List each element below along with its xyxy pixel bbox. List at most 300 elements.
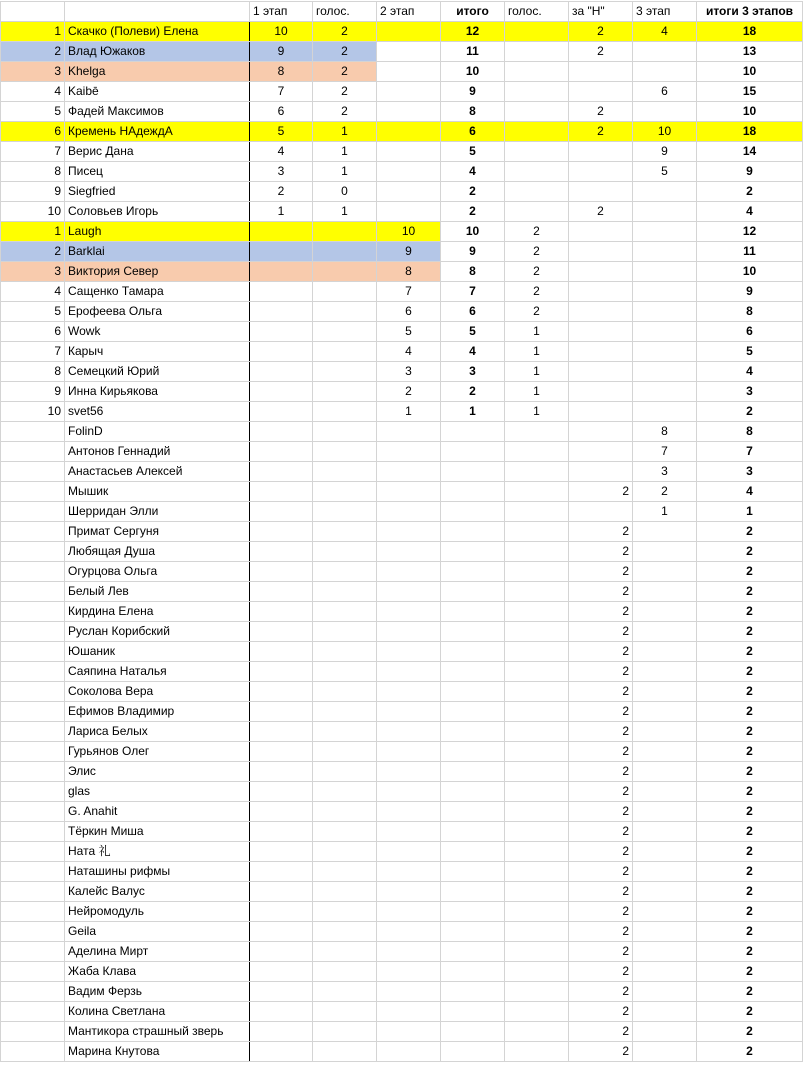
stage2-cell[interactable]: 10 — [377, 222, 441, 242]
name-cell[interactable]: Соловьев Игорь — [65, 202, 250, 222]
votes1-cell[interactable] — [313, 582, 377, 602]
total-cell[interactable]: 9 — [441, 82, 505, 102]
stage2-cell[interactable] — [377, 202, 441, 222]
stage3-cell[interactable] — [633, 702, 697, 722]
votes1-cell[interactable] — [313, 262, 377, 282]
stage2-cell[interactable] — [377, 902, 441, 922]
stage3-cell[interactable] — [633, 242, 697, 262]
final-cell[interactable]: 8 — [697, 302, 803, 322]
total-cell[interactable] — [441, 762, 505, 782]
votes2-cell[interactable] — [505, 22, 569, 42]
stage1-cell[interactable] — [250, 582, 313, 602]
for-n-cell[interactable]: 2 — [569, 1002, 633, 1022]
total-cell[interactable] — [441, 982, 505, 1002]
for-n-cell[interactable]: 2 — [569, 842, 633, 862]
final-cell[interactable]: 8 — [697, 422, 803, 442]
stage3-cell[interactable] — [633, 802, 697, 822]
name-cell[interactable]: Khelga — [65, 62, 250, 82]
stage2-cell[interactable]: 4 — [377, 342, 441, 362]
stage2-cell[interactable] — [377, 502, 441, 522]
for-n-cell[interactable]: 2 — [569, 762, 633, 782]
rank-cell[interactable] — [1, 582, 65, 602]
votes1-cell[interactable] — [313, 222, 377, 242]
stage1-cell[interactable] — [250, 602, 313, 622]
name-cell[interactable]: Примат Сергуня — [65, 522, 250, 542]
final-cell[interactable]: 3 — [697, 382, 803, 402]
total-cell[interactable] — [441, 622, 505, 642]
total-cell[interactable]: 8 — [441, 102, 505, 122]
votes1-cell[interactable] — [313, 842, 377, 862]
name-cell[interactable]: Наташины рифмы — [65, 862, 250, 882]
for-n-cell[interactable]: 2 — [569, 962, 633, 982]
stage3-cell[interactable] — [633, 622, 697, 642]
votes1-cell[interactable] — [313, 1042, 377, 1062]
stage3-cell[interactable]: 1 — [633, 502, 697, 522]
final-cell[interactable]: 2 — [697, 722, 803, 742]
votes2-cell[interactable] — [505, 962, 569, 982]
votes2-cell[interactable] — [505, 522, 569, 542]
name-cell[interactable]: Антонов Геннадий — [65, 442, 250, 462]
stage1-cell[interactable] — [250, 762, 313, 782]
votes2-cell[interactable] — [505, 922, 569, 942]
stage2-cell[interactable] — [377, 42, 441, 62]
total-cell[interactable] — [441, 702, 505, 722]
votes2-cell[interactable] — [505, 502, 569, 522]
for-n-cell[interactable]: 2 — [569, 662, 633, 682]
stage2-cell[interactable] — [377, 682, 441, 702]
votes1-cell[interactable]: 1 — [313, 162, 377, 182]
for-n-cell[interactable]: 2 — [569, 642, 633, 662]
votes1-cell[interactable] — [313, 982, 377, 1002]
total-cell[interactable] — [441, 642, 505, 662]
stage2-cell[interactable] — [377, 642, 441, 662]
stage2-cell[interactable] — [377, 982, 441, 1002]
header-stage1[interactable]: 1 этап — [250, 2, 313, 22]
header-votes2[interactable]: голос. — [505, 2, 569, 22]
for-n-cell[interactable]: 2 — [569, 782, 633, 802]
stage3-cell[interactable] — [633, 402, 697, 422]
total-cell[interactable] — [441, 522, 505, 542]
stage3-cell[interactable] — [633, 302, 697, 322]
stage1-cell[interactable] — [250, 442, 313, 462]
votes2-cell[interactable] — [505, 1002, 569, 1022]
stage1-cell[interactable] — [250, 1042, 313, 1062]
votes2-cell[interactable] — [505, 102, 569, 122]
name-cell[interactable]: Марина Кнутова — [65, 1042, 250, 1062]
stage1-cell[interactable] — [250, 742, 313, 762]
stage1-cell[interactable] — [250, 782, 313, 802]
final-cell[interactable]: 18 — [697, 22, 803, 42]
votes2-cell[interactable] — [505, 1022, 569, 1042]
name-cell[interactable]: Гурьянов Олег — [65, 742, 250, 762]
stage2-cell[interactable]: 3 — [377, 362, 441, 382]
header-rank[interactable] — [1, 2, 65, 22]
name-cell[interactable]: G. Anahit — [65, 802, 250, 822]
stage2-cell[interactable] — [377, 62, 441, 82]
final-cell[interactable]: 9 — [697, 162, 803, 182]
rank-cell[interactable] — [1, 682, 65, 702]
name-cell[interactable]: Калейс Валус — [65, 882, 250, 902]
stage1-cell[interactable] — [250, 902, 313, 922]
votes2-cell[interactable]: 1 — [505, 342, 569, 362]
stage1-cell[interactable] — [250, 702, 313, 722]
votes2-cell[interactable] — [505, 642, 569, 662]
for-n-cell[interactable] — [569, 162, 633, 182]
header-stage3[interactable]: 3 этап — [633, 2, 697, 22]
stage1-cell[interactable] — [250, 962, 313, 982]
total-cell[interactable]: 6 — [441, 122, 505, 142]
final-cell[interactable]: 2 — [697, 682, 803, 702]
final-cell[interactable]: 4 — [697, 202, 803, 222]
rank-cell[interactable]: 4 — [1, 282, 65, 302]
votes2-cell[interactable]: 2 — [505, 242, 569, 262]
total-cell[interactable] — [441, 462, 505, 482]
votes2-cell[interactable] — [505, 82, 569, 102]
stage2-cell[interactable] — [377, 582, 441, 602]
final-cell[interactable]: 10 — [697, 102, 803, 122]
stage1-cell[interactable] — [250, 222, 313, 242]
for-n-cell[interactable] — [569, 182, 633, 202]
final-cell[interactable]: 2 — [697, 902, 803, 922]
stage1-cell[interactable] — [250, 942, 313, 962]
final-cell[interactable]: 2 — [697, 1002, 803, 1022]
rank-cell[interactable] — [1, 742, 65, 762]
rank-cell[interactable] — [1, 662, 65, 682]
votes2-cell[interactable] — [505, 542, 569, 562]
for-n-cell[interactable]: 2 — [569, 882, 633, 902]
stage2-cell[interactable] — [377, 142, 441, 162]
stage3-cell[interactable] — [633, 202, 697, 222]
for-n-cell[interactable]: 2 — [569, 702, 633, 722]
rank-cell[interactable] — [1, 1002, 65, 1022]
rank-cell[interactable]: 3 — [1, 62, 65, 82]
stage2-cell[interactable] — [377, 162, 441, 182]
final-cell[interactable]: 10 — [697, 262, 803, 282]
stage2-cell[interactable]: 8 — [377, 262, 441, 282]
rank-cell[interactable]: 5 — [1, 102, 65, 122]
stage3-cell[interactable] — [633, 942, 697, 962]
stage1-cell[interactable] — [250, 822, 313, 842]
name-cell[interactable]: svet56 — [65, 402, 250, 422]
stage2-cell[interactable] — [377, 762, 441, 782]
final-cell[interactable]: 2 — [697, 782, 803, 802]
votes1-cell[interactable] — [313, 542, 377, 562]
total-cell[interactable] — [441, 902, 505, 922]
final-cell[interactable]: 2 — [697, 982, 803, 1002]
name-cell[interactable]: Siegfried — [65, 182, 250, 202]
votes2-cell[interactable] — [505, 862, 569, 882]
total-cell[interactable] — [441, 802, 505, 822]
final-cell[interactable]: 2 — [697, 622, 803, 642]
total-cell[interactable] — [441, 662, 505, 682]
votes2-cell[interactable]: 1 — [505, 322, 569, 342]
for-n-cell[interactable] — [569, 382, 633, 402]
stage2-cell[interactable] — [377, 702, 441, 722]
final-cell[interactable]: 11 — [697, 242, 803, 262]
total-cell[interactable]: 2 — [441, 202, 505, 222]
stage2-cell[interactable] — [377, 22, 441, 42]
votes1-cell[interactable] — [313, 502, 377, 522]
total-cell[interactable] — [441, 482, 505, 502]
for-n-cell[interactable]: 2 — [569, 602, 633, 622]
name-cell[interactable]: Geila — [65, 922, 250, 942]
for-n-cell[interactable] — [569, 222, 633, 242]
total-cell[interactable]: 8 — [441, 262, 505, 282]
stage1-cell[interactable] — [250, 522, 313, 542]
stage3-cell[interactable] — [633, 662, 697, 682]
name-cell[interactable]: glas — [65, 782, 250, 802]
stage3-cell[interactable]: 5 — [633, 162, 697, 182]
votes1-cell[interactable]: 2 — [313, 62, 377, 82]
final-cell[interactable]: 2 — [697, 182, 803, 202]
rank-cell[interactable] — [1, 822, 65, 842]
votes1-cell[interactable] — [313, 942, 377, 962]
stage3-cell[interactable] — [633, 182, 697, 202]
stage1-cell[interactable] — [250, 802, 313, 822]
votes1-cell[interactable] — [313, 1002, 377, 1022]
stage1-cell[interactable]: 9 — [250, 42, 313, 62]
name-cell[interactable]: Юшаник — [65, 642, 250, 662]
votes1-cell[interactable] — [313, 242, 377, 262]
final-cell[interactable]: 2 — [697, 742, 803, 762]
final-cell[interactable]: 15 — [697, 82, 803, 102]
rank-cell[interactable] — [1, 502, 65, 522]
for-n-cell[interactable]: 2 — [569, 722, 633, 742]
total-cell[interactable]: 10 — [441, 222, 505, 242]
rank-cell[interactable]: 1 — [1, 222, 65, 242]
stage2-cell[interactable] — [377, 822, 441, 842]
stage3-cell[interactable]: 7 — [633, 442, 697, 462]
stage1-cell[interactable] — [250, 422, 313, 442]
rank-cell[interactable]: 2 — [1, 42, 65, 62]
votes1-cell[interactable] — [313, 302, 377, 322]
final-cell[interactable]: 2 — [697, 842, 803, 862]
for-n-cell[interactable]: 2 — [569, 202, 633, 222]
stage1-cell[interactable] — [250, 662, 313, 682]
votes1-cell[interactable] — [313, 662, 377, 682]
for-n-cell[interactable] — [569, 82, 633, 102]
for-n-cell[interactable]: 2 — [569, 102, 633, 122]
votes2-cell[interactable] — [505, 622, 569, 642]
rank-cell[interactable] — [1, 842, 65, 862]
stage2-cell[interactable]: 1 — [377, 402, 441, 422]
total-cell[interactable]: 4 — [441, 162, 505, 182]
total-cell[interactable] — [441, 782, 505, 802]
stage3-cell[interactable] — [633, 262, 697, 282]
votes1-cell[interactable] — [313, 922, 377, 942]
name-cell[interactable]: Laugh — [65, 222, 250, 242]
stage3-cell[interactable] — [633, 602, 697, 622]
final-cell[interactable]: 13 — [697, 42, 803, 62]
votes1-cell[interactable] — [313, 402, 377, 422]
votes2-cell[interactable] — [505, 122, 569, 142]
final-cell[interactable]: 2 — [697, 402, 803, 422]
final-cell[interactable]: 2 — [697, 522, 803, 542]
votes2-cell[interactable] — [505, 62, 569, 82]
stage1-cell[interactable] — [250, 842, 313, 862]
votes2-cell[interactable]: 1 — [505, 362, 569, 382]
name-cell[interactable]: Семецкий Юрий — [65, 362, 250, 382]
name-cell[interactable]: Элис — [65, 762, 250, 782]
stage3-cell[interactable] — [633, 882, 697, 902]
votes1-cell[interactable] — [313, 342, 377, 362]
votes2-cell[interactable] — [505, 182, 569, 202]
stage3-cell[interactable] — [633, 722, 697, 742]
stage3-cell[interactable] — [633, 562, 697, 582]
stage3-cell[interactable]: 4 — [633, 22, 697, 42]
name-cell[interactable]: Жаба Клава — [65, 962, 250, 982]
total-cell[interactable] — [441, 722, 505, 742]
stage2-cell[interactable] — [377, 1042, 441, 1062]
stage1-cell[interactable]: 6 — [250, 102, 313, 122]
rank-cell[interactable]: 7 — [1, 342, 65, 362]
votes1-cell[interactable]: 1 — [313, 122, 377, 142]
for-n-cell[interactable]: 2 — [569, 942, 633, 962]
stage2-cell[interactable] — [377, 442, 441, 462]
stage1-cell[interactable] — [250, 622, 313, 642]
votes1-cell[interactable] — [313, 962, 377, 982]
votes2-cell[interactable] — [505, 562, 569, 582]
final-cell[interactable]: 2 — [697, 642, 803, 662]
votes2-cell[interactable] — [505, 982, 569, 1002]
rank-cell[interactable]: 7 — [1, 142, 65, 162]
for-n-cell[interactable]: 2 — [569, 562, 633, 582]
stage3-cell[interactable] — [633, 922, 697, 942]
for-n-cell[interactable] — [569, 422, 633, 442]
for-n-cell[interactable]: 2 — [569, 22, 633, 42]
stage3-cell[interactable] — [633, 1002, 697, 1022]
votes2-cell[interactable] — [505, 942, 569, 962]
stage3-cell[interactable] — [633, 642, 697, 662]
rank-cell[interactable] — [1, 542, 65, 562]
for-n-cell[interactable] — [569, 62, 633, 82]
total-cell[interactable]: 10 — [441, 62, 505, 82]
rank-cell[interactable] — [1, 782, 65, 802]
votes2-cell[interactable] — [505, 142, 569, 162]
name-cell[interactable]: Сащенко Тамара — [65, 282, 250, 302]
for-n-cell[interactable] — [569, 322, 633, 342]
stage2-cell[interactable] — [377, 922, 441, 942]
votes1-cell[interactable] — [313, 1022, 377, 1042]
name-cell[interactable]: Анастасьев Алексей — [65, 462, 250, 482]
rank-cell[interactable]: 2 — [1, 242, 65, 262]
votes1-cell[interactable] — [313, 722, 377, 742]
stage3-cell[interactable] — [633, 582, 697, 602]
votes2-cell[interactable] — [505, 202, 569, 222]
total-cell[interactable]: 4 — [441, 342, 505, 362]
votes1-cell[interactable] — [313, 422, 377, 442]
final-cell[interactable]: 2 — [697, 562, 803, 582]
final-cell[interactable]: 2 — [697, 762, 803, 782]
rank-cell[interactable]: 8 — [1, 362, 65, 382]
votes1-cell[interactable]: 1 — [313, 202, 377, 222]
stage1-cell[interactable] — [250, 342, 313, 362]
stage2-cell[interactable] — [377, 122, 441, 142]
stage1-cell[interactable]: 4 — [250, 142, 313, 162]
votes2-cell[interactable] — [505, 462, 569, 482]
name-cell[interactable]: Ната 礼 — [65, 842, 250, 862]
for-n-cell[interactable] — [569, 262, 633, 282]
rank-cell[interactable]: 10 — [1, 402, 65, 422]
rank-cell[interactable] — [1, 422, 65, 442]
stage1-cell[interactable] — [250, 482, 313, 502]
rank-cell[interactable] — [1, 862, 65, 882]
for-n-cell[interactable] — [569, 462, 633, 482]
final-cell[interactable]: 6 — [697, 322, 803, 342]
total-cell[interactable]: 6 — [441, 302, 505, 322]
votes2-cell[interactable] — [505, 422, 569, 442]
stage3-cell[interactable] — [633, 862, 697, 882]
votes2-cell[interactable] — [505, 702, 569, 722]
stage3-cell[interactable]: 8 — [633, 422, 697, 442]
stage2-cell[interactable] — [377, 782, 441, 802]
stage2-cell[interactable] — [377, 462, 441, 482]
total-cell[interactable]: 12 — [441, 22, 505, 42]
for-n-cell[interactable] — [569, 242, 633, 262]
stage2-cell[interactable] — [377, 622, 441, 642]
votes1-cell[interactable] — [313, 362, 377, 382]
rank-cell[interactable]: 9 — [1, 182, 65, 202]
total-cell[interactable]: 5 — [441, 322, 505, 342]
total-cell[interactable] — [441, 502, 505, 522]
stage2-cell[interactable] — [377, 422, 441, 442]
total-cell[interactable] — [441, 882, 505, 902]
final-cell[interactable]: 2 — [697, 1042, 803, 1062]
stage3-cell[interactable]: 9 — [633, 142, 697, 162]
rank-cell[interactable] — [1, 1022, 65, 1042]
rank-cell[interactable]: 8 — [1, 162, 65, 182]
total-cell[interactable]: 3 — [441, 362, 505, 382]
name-cell[interactable]: Соколова Вера — [65, 682, 250, 702]
stage1-cell[interactable] — [250, 402, 313, 422]
stage3-cell[interactable]: 6 — [633, 82, 697, 102]
stage1-cell[interactable] — [250, 642, 313, 662]
stage2-cell[interactable] — [377, 182, 441, 202]
name-cell[interactable]: Виктория Север — [65, 262, 250, 282]
votes1-cell[interactable] — [313, 682, 377, 702]
stage1-cell[interactable] — [250, 1002, 313, 1022]
final-cell[interactable]: 2 — [697, 542, 803, 562]
final-cell[interactable]: 2 — [697, 922, 803, 942]
votes2-cell[interactable] — [505, 582, 569, 602]
votes2-cell[interactable] — [505, 162, 569, 182]
stage2-cell[interactable]: 7 — [377, 282, 441, 302]
name-cell[interactable]: Мышик — [65, 482, 250, 502]
for-n-cell[interactable]: 2 — [569, 1042, 633, 1062]
header-final[interactable]: итоги 3 этапов — [697, 2, 803, 22]
final-cell[interactable]: 7 — [697, 442, 803, 462]
votes1-cell[interactable] — [313, 782, 377, 802]
votes2-cell[interactable] — [505, 42, 569, 62]
rank-cell[interactable]: 10 — [1, 202, 65, 222]
votes1-cell[interactable] — [313, 562, 377, 582]
name-cell[interactable]: Ефимов Владимир — [65, 702, 250, 722]
total-cell[interactable]: 2 — [441, 382, 505, 402]
total-cell[interactable] — [441, 742, 505, 762]
stage2-cell[interactable] — [377, 742, 441, 762]
final-cell[interactable]: 9 — [697, 282, 803, 302]
final-cell[interactable]: 2 — [697, 602, 803, 622]
rank-cell[interactable]: 5 — [1, 302, 65, 322]
total-cell[interactable]: 2 — [441, 182, 505, 202]
stage2-cell[interactable] — [377, 802, 441, 822]
stage2-cell[interactable] — [377, 1002, 441, 1022]
for-n-cell[interactable] — [569, 342, 633, 362]
stage2-cell[interactable] — [377, 942, 441, 962]
for-n-cell[interactable]: 2 — [569, 682, 633, 702]
name-cell[interactable]: Ерофеева Ольга — [65, 302, 250, 322]
votes2-cell[interactable] — [505, 662, 569, 682]
